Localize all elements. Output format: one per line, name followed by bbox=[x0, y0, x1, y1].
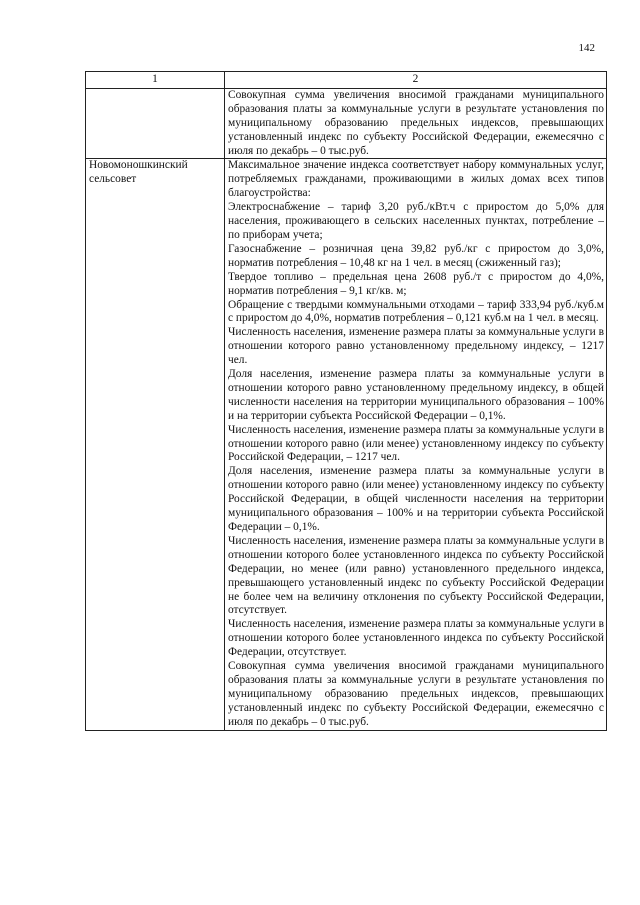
table-row-novomonoshkinsky bbox=[86, 159, 607, 730]
paragraph-total-increase: Совокупная сумма увеличения вносимой гражданами муниципального образования платы за коммунальные услуги в результате установления по муниципальному образованию предельных индексов, превышающих установленный индекс по субъекту Российской Федерации, ежемесячно с июля по декабрь – 0 тыс.руб. bbox=[228, 660, 604, 728]
paragraph-solid-waste: Обращение с твердыми коммунальными отходами – тариф 333,94 руб./куб.м с приростом до 4,0%, норматив потребления – 0,121 куб.м на 1 чел. в месяц. bbox=[228, 298, 604, 325]
paragraph-max-index: Максимальное значение индекса соответствует набору коммунальных услуг, потребляемых гражданами, проживающими в жилых домах всех типов благоустройства: bbox=[228, 159, 604, 200]
column-header-2: 2 bbox=[225, 72, 607, 89]
column-header-1: 1 bbox=[86, 72, 225, 89]
municipality-name-cell: Новомоношкинский сельсовет bbox=[86, 159, 225, 730]
paragraph-population-le-regional: Численность населения, изменение размера платы за коммунальные услуги в отношении которого равно (или менее) установленному индексу по субъекту Российской Федерации, – 1217 чел. bbox=[228, 423, 604, 464]
description-cell bbox=[225, 88, 607, 159]
description-cell bbox=[225, 159, 607, 730]
paragraph-population-equal-limit: Численность населения, изменение размера платы за коммунальные услуги в отношении которого равно установленному предельному индексу, – 1217 чел. bbox=[228, 326, 604, 367]
paragraph-gas: Газоснабжение – розничная цена 39,82 руб./кг с приростом до 3,0%, норматив потребления – 10,48 кг на 1 чел. в месяц (сжиженный газ); bbox=[228, 242, 604, 269]
municipality-index-table bbox=[85, 71, 607, 731]
paragraph-share-equal-limit: Доля населения, изменение размера платы за коммунальные услуги в отношении которого равно установленному предельному индексу, в общей численности населения на территории муниципального образования – 100% и на территории субъекта Российской Федерации – 0,1%. bbox=[228, 368, 604, 422]
paragraph-share-le-regional: Доля населения, изменение размера платы за коммунальные услуги в отношении которого равно (или менее) установленному индексу по субъекту Российской Федерации, в общей численности населения на территории муниципального образования – 100% и на территории субъекта Российской Федерации – 0,1%. bbox=[228, 465, 604, 533]
paragraph-population-between: Численность населения, изменение размера платы за коммунальные услуги в отношении которого более установленного индекса по субъекту Российской Федерации, но менее (или равно) установленного предельного индекса, превышающего установленный индекс по субъекту Российской Федерации не более чем на величину отклонения по субъекту Российской Федерации, отсутствует. bbox=[228, 534, 604, 617]
table-header-row bbox=[86, 72, 607, 89]
paragraph-total-increase-top: Совокупная сумма увеличения вносимой гражданами муниципального образования платы за коммунальные услуги в результате установления по муниципальному образованию предельных индексов, превышающих установленный индекс по субъекту Российской Федерации, ежемесячно с июля по декабрь – 0 тыс.руб. bbox=[228, 88, 604, 157]
paragraph-population-above-regional: Численность населения, изменение размера платы за коммунальные услуги в отношении которого более установленного индекса по субъекту Российской Федерации, отсутствует. bbox=[228, 618, 604, 659]
page-number: 142 bbox=[578, 42, 595, 54]
paragraph-solid-fuel: Твердое топливо – предельная цена 2608 руб./т с приростом до 4,0%, норматив потребления – 9,1 кг/кв. м; bbox=[228, 270, 604, 297]
paragraph-electricity: Электроснабжение – тариф 3,20 руб./кВт.ч с приростом до 5,0% для населения, проживающего в сельских населенных пунктах, потребление – по приборам учета; bbox=[228, 201, 604, 241]
table-row-continued bbox=[86, 88, 607, 159]
municipality-cell-empty bbox=[86, 88, 225, 159]
